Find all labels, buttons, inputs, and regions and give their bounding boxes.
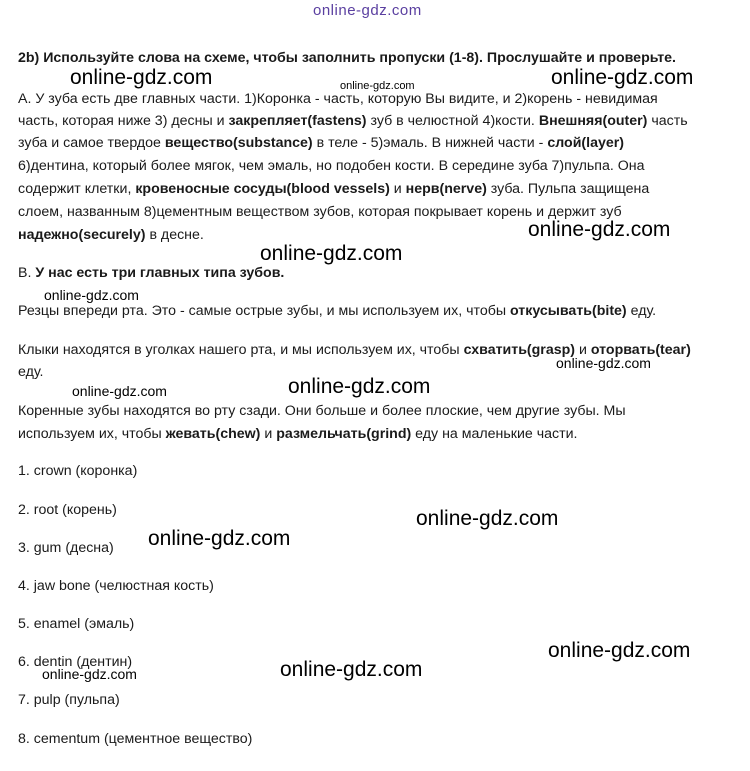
- section-a-line-6: слоем, названным 8)цементным веществом зубов, которая покрывает корень и держит зуб: [18, 204, 622, 220]
- answer-item: 1. crown (коронка): [18, 463, 138, 479]
- section-a-line-1: А. У зуба есть две главных части. 1)Коронка - часть, которую Вы видите, и 2)корень - невидимая: [18, 91, 658, 107]
- watermark: online-gdz.com: [416, 507, 559, 530]
- watermark: online-gdz.com: [551, 66, 694, 89]
- section-b-paragraph-2-line-2: еду.: [18, 364, 44, 380]
- watermark: online-gdz.com: [148, 527, 291, 550]
- exercise-title: 2b) Используйте слова на схеме, чтобы заполнить пропуски (1-8). Прослушайте и проверьте.: [18, 50, 676, 66]
- answer-item: 8. cementum (цементное вещество): [18, 731, 253, 747]
- watermark: online-gdz.com: [260, 242, 403, 265]
- section-b-heading: В. У нас есть три главных типа зубов.: [18, 265, 285, 281]
- section-b-paragraph-1: Резцы впереди рта. Это - самые острые зубы, и мы используем их, чтобы откусывать(bite) еду.: [18, 303, 657, 319]
- watermark: online-gdz.com: [44, 287, 139, 303]
- answer-item: 7. pulp (пульпа): [18, 692, 120, 708]
- section-b-paragraph-3-line-1: Коренные зубы находятся во рту сзади. Они больше и более плоские, чем другие зубы. Мы: [18, 403, 626, 419]
- section-a-line-4: 6)дентина, который более мягок, чем эмаль, но подобен кости. В середине зуба 7)пульпа. Она: [18, 158, 645, 174]
- watermark-top: online-gdz.com: [313, 2, 422, 19]
- answer-item: 5. enamel (эмаль): [18, 616, 135, 632]
- watermark: online-gdz.com: [548, 639, 691, 662]
- watermark: online-gdz.com: [280, 658, 423, 681]
- watermark: online-gdz.com: [42, 666, 137, 682]
- answer-item: 4. jaw bone (челюстная кость): [18, 578, 214, 594]
- section-a-line-3: зуба и самое твердое вещество(substance) в теле - 5)эмаль. В нижней части - слой(layer): [18, 135, 625, 151]
- watermark: online-gdz.com: [72, 383, 167, 399]
- watermark: online-gdz.com: [288, 375, 431, 398]
- section-a-line-2: часть, которая ниже 3) десны и закрепляет(fastens) зуб в челюстной 4)кости. Внешняя(outer) часть: [18, 113, 688, 129]
- watermark: online-gdz.com: [70, 66, 213, 89]
- answer-item: 6. dentin (дентин): [18, 654, 133, 670]
- section-a-line-7: надежно(securely) в десне.: [18, 227, 204, 243]
- section-b-paragraph-3-line-2: используем их, чтобы жевать(chew) и размельчать(grind) еду на маленькие части.: [18, 426, 578, 442]
- watermark: online-gdz.com: [556, 355, 651, 371]
- watermark: online-gdz.com: [340, 80, 415, 92]
- section-a-line-5: содержит клетки, кровеносные сосуды(blood vessels) и нерв(nerve) зуба. Пульпа защищена: [18, 181, 650, 197]
- answer-item: 2. root (корень): [18, 502, 117, 518]
- watermark: online-gdz.com: [528, 218, 671, 241]
- answer-item: 3. gum (десна): [18, 540, 114, 556]
- section-b-paragraph-2: Клыки находятся в уголках нашего рта, и мы используем их, чтобы схватить(grasp) и оторвать(tear): [18, 342, 691, 358]
